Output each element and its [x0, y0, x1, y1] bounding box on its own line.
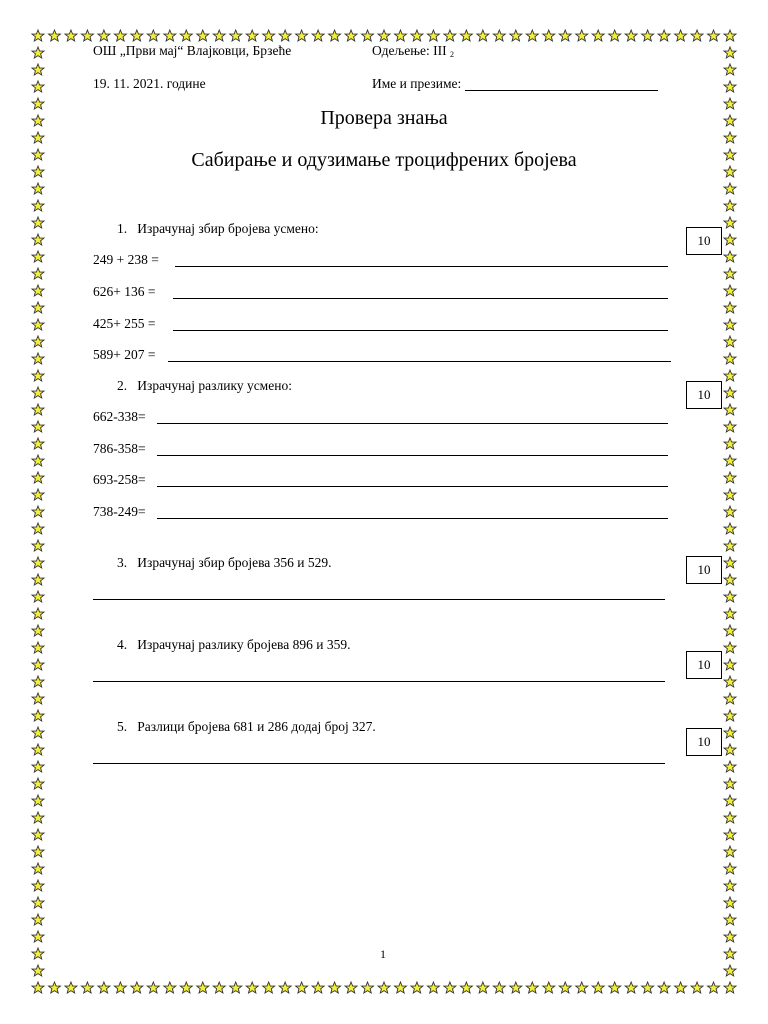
star-icon	[724, 200, 736, 211]
star-icon	[724, 744, 736, 755]
star-icon	[724, 81, 736, 92]
star-icon	[32, 268, 44, 279]
star-icon	[543, 982, 555, 993]
star-icon	[279, 30, 291, 41]
answer-line[interactable]	[93, 599, 665, 600]
star-icon	[32, 574, 44, 585]
star-icon	[724, 880, 736, 891]
star-icon	[32, 829, 44, 840]
star-icon	[32, 965, 44, 976]
task-1-item: 249 + 238 =	[93, 252, 159, 267]
star-icon	[213, 30, 225, 41]
star-icon	[296, 30, 308, 41]
star-icon	[724, 387, 736, 398]
answer-line[interactable]	[157, 455, 668, 456]
star-icon	[32, 234, 44, 245]
star-icon	[724, 659, 736, 670]
star-icon	[263, 982, 275, 993]
star-icon	[724, 931, 736, 942]
task-2-heading: 2. Израчунај разлику усмено:	[117, 378, 292, 393]
star-icon	[32, 30, 44, 41]
star-icon	[32, 761, 44, 772]
star-icon	[32, 64, 44, 75]
star-icon	[724, 64, 736, 75]
star-icon	[98, 30, 110, 41]
star-icon	[279, 982, 291, 993]
star-icon	[609, 982, 621, 993]
task-1-points-box: 10	[686, 227, 722, 255]
task-1-item: 425+ 255 =	[93, 316, 156, 331]
star-icon	[724, 540, 736, 551]
star-icon	[213, 982, 225, 993]
star-icon	[724, 710, 736, 721]
star-icon	[312, 982, 324, 993]
star-icon	[32, 846, 44, 857]
star-icon	[691, 982, 703, 993]
school-name: ОШ „Први мај“ Влајковци, Брзеће	[93, 43, 292, 58]
star-icon	[724, 336, 736, 347]
star-icon	[81, 982, 93, 993]
task-2-item: 662-338=	[93, 409, 146, 424]
star-icon	[378, 982, 390, 993]
star-icon	[230, 982, 242, 993]
star-icon	[32, 812, 44, 823]
star-icon	[394, 982, 406, 993]
star-icon	[724, 455, 736, 466]
star-icon	[312, 30, 324, 41]
star-icon	[559, 30, 571, 41]
star-icon	[362, 30, 374, 41]
star-icon	[32, 217, 44, 228]
page-subtitle: Сабирање и одузимање троцифрених бројева	[191, 149, 577, 171]
star-icon	[32, 183, 44, 194]
star-icon	[724, 302, 736, 313]
star-icon	[724, 625, 736, 636]
star-icon	[32, 693, 44, 704]
star-icon	[477, 982, 489, 993]
star-icon	[724, 268, 736, 279]
star-icon	[724, 217, 736, 228]
star-icon	[32, 591, 44, 602]
star-icon	[32, 676, 44, 687]
star-icon	[65, 30, 77, 41]
star-icon	[724, 421, 736, 432]
test-date: 19. 11. 2021. године	[93, 76, 206, 91]
star-icon	[724, 591, 736, 602]
star-icon	[48, 30, 60, 41]
star-icon	[32, 880, 44, 891]
star-icon	[576, 982, 588, 993]
star-icon	[345, 982, 357, 993]
star-icon	[460, 30, 472, 41]
star-icon	[32, 642, 44, 653]
star-icon	[32, 744, 44, 755]
star-icon	[708, 982, 720, 993]
task-1-item: 626+ 136 =	[93, 284, 156, 299]
star-icon	[32, 489, 44, 500]
star-icon	[147, 30, 159, 41]
star-icon	[675, 982, 687, 993]
star-icon	[510, 30, 522, 41]
task-1-heading: 1. Израчунај збир бројева усмено:	[117, 221, 319, 236]
star-icon	[724, 557, 736, 568]
star-icon	[32, 982, 44, 993]
star-icon	[164, 30, 176, 41]
star-icon	[642, 30, 654, 41]
star-icon	[724, 642, 736, 653]
star-icon	[32, 659, 44, 670]
star-icon	[675, 30, 687, 41]
star-icon	[32, 540, 44, 551]
star-icon	[427, 30, 439, 41]
name-field-line[interactable]	[465, 90, 658, 91]
task-2-points-box: 10	[686, 381, 722, 409]
star-icon	[32, 778, 44, 789]
star-icon	[625, 982, 637, 993]
star-icon	[32, 523, 44, 534]
star-icon	[32, 608, 44, 619]
task-2-item: 693-258=	[93, 472, 146, 487]
star-icon	[411, 982, 423, 993]
star-icon	[32, 421, 44, 432]
star-icon	[32, 625, 44, 636]
star-icon	[32, 132, 44, 143]
star-icon	[724, 472, 736, 483]
star-icon	[48, 982, 60, 993]
star-icon	[32, 200, 44, 211]
star-icon	[510, 982, 522, 993]
star-icon	[625, 30, 637, 41]
star-icon	[81, 30, 93, 41]
star-icon	[526, 30, 538, 41]
star-icon	[592, 982, 604, 993]
star-icon	[32, 285, 44, 296]
answer-line[interactable]	[93, 763, 665, 764]
star-icon	[576, 30, 588, 41]
star-icon	[444, 30, 456, 41]
star-icon	[493, 982, 505, 993]
star-icon	[131, 982, 143, 993]
star-icon	[724, 234, 736, 245]
star-icon	[724, 370, 736, 381]
star-icon	[724, 506, 736, 517]
star-icon	[378, 30, 390, 41]
star-icon	[724, 132, 736, 143]
star-icon	[32, 948, 44, 959]
task-2-item: 786-358=	[93, 441, 146, 456]
star-icon	[460, 982, 472, 993]
task-3-points-box: 10	[686, 556, 722, 584]
star-icon	[32, 370, 44, 381]
star-icon	[197, 982, 209, 993]
star-icon	[32, 81, 44, 92]
star-icon	[32, 727, 44, 738]
star-icon	[724, 982, 736, 993]
star-icon	[493, 30, 505, 41]
star-icon	[724, 829, 736, 840]
star-icon	[32, 353, 44, 364]
star-icon	[724, 761, 736, 772]
star-icon	[164, 982, 176, 993]
star-icon	[724, 319, 736, 330]
star-icon	[32, 47, 44, 58]
star-icon	[724, 693, 736, 704]
star-icon	[658, 982, 670, 993]
answer-line[interactable]	[157, 486, 668, 487]
star-icon	[526, 982, 538, 993]
star-icon	[263, 30, 275, 41]
star-icon	[724, 795, 736, 806]
star-icon	[345, 30, 357, 41]
star-icon	[32, 387, 44, 398]
answer-line[interactable]	[173, 330, 668, 331]
answer-line[interactable]	[157, 518, 668, 519]
task-5-heading: 5. Разлици бројева 681 и 286 додај број 327.	[117, 719, 376, 734]
star-icon	[724, 404, 736, 415]
star-icon	[114, 30, 126, 41]
star-icon	[394, 30, 406, 41]
star-icon	[609, 30, 621, 41]
star-icon	[230, 30, 242, 41]
star-icon	[32, 506, 44, 517]
page-number: 1	[380, 947, 386, 961]
star-icon	[32, 795, 44, 806]
answer-line[interactable]	[175, 266, 668, 267]
name-label: Име и презиме:	[372, 76, 462, 91]
star-icon	[32, 336, 44, 347]
star-icon	[32, 472, 44, 483]
star-icon	[32, 251, 44, 262]
star-icon	[724, 47, 736, 58]
star-icon	[724, 183, 736, 194]
task-4-points-box: 10	[686, 651, 722, 679]
star-icon	[32, 914, 44, 925]
star-icon	[477, 30, 489, 41]
task-4-heading: 4. Израчунај разлику бројева 896 и 359.	[117, 637, 351, 652]
answer-line[interactable]	[93, 681, 665, 682]
star-icon	[329, 982, 341, 993]
star-icon	[724, 846, 736, 857]
star-icon	[724, 948, 736, 959]
star-icon	[642, 982, 654, 993]
star-icon	[180, 982, 192, 993]
star-icon	[724, 897, 736, 908]
star-icon	[32, 455, 44, 466]
task-5-points-box: 10	[686, 728, 722, 756]
answer-line[interactable]	[168, 361, 671, 362]
star-icon	[197, 30, 209, 41]
star-icon	[411, 30, 423, 41]
star-icon	[724, 353, 736, 364]
star-icon	[724, 285, 736, 296]
star-icon	[114, 982, 126, 993]
star-icon	[724, 965, 736, 976]
star-icon	[329, 30, 341, 41]
star-icon	[708, 30, 720, 41]
star-icon	[724, 574, 736, 585]
star-icon	[724, 438, 736, 449]
answer-line[interactable]	[157, 423, 668, 424]
star-icon	[427, 982, 439, 993]
star-icon	[724, 523, 736, 534]
star-icon	[559, 982, 571, 993]
star-icon	[724, 676, 736, 687]
star-icon	[543, 30, 555, 41]
star-icon	[32, 319, 44, 330]
star-icon	[32, 302, 44, 313]
star-icon	[724, 489, 736, 500]
page-title: Провера знања	[320, 107, 448, 129]
star-icon	[724, 608, 736, 619]
star-icon	[362, 982, 374, 993]
star-icon	[246, 982, 258, 993]
class-label: Одељење: III $_2$	[372, 43, 454, 59]
star-icon	[724, 914, 736, 925]
star-icon	[147, 982, 159, 993]
task-2-item: 738-249=	[93, 504, 146, 519]
star-icon	[131, 30, 143, 41]
star-icon	[724, 863, 736, 874]
star-icon	[592, 30, 604, 41]
star-icon	[724, 251, 736, 262]
star-icon	[32, 557, 44, 568]
star-icon	[658, 30, 670, 41]
answer-line[interactable]	[173, 298, 668, 299]
star-icon	[32, 931, 44, 942]
star-icon	[296, 982, 308, 993]
star-icon	[724, 30, 736, 41]
star-icon	[444, 982, 456, 993]
task-3-heading: 3. Израчунај збир бројева 356 и 529.	[117, 555, 332, 570]
star-icon	[32, 710, 44, 721]
star-icon	[65, 982, 77, 993]
star-icon	[246, 30, 258, 41]
star-icon	[691, 30, 703, 41]
star-icon	[724, 778, 736, 789]
star-icon	[98, 982, 110, 993]
star-icon	[32, 897, 44, 908]
star-icon	[32, 404, 44, 415]
star-icon	[724, 812, 736, 823]
star-icon	[724, 727, 736, 738]
star-icon	[180, 30, 192, 41]
task-1-item: 589+ 207 =	[93, 347, 156, 362]
star-icon	[32, 438, 44, 449]
star-icon	[32, 863, 44, 874]
